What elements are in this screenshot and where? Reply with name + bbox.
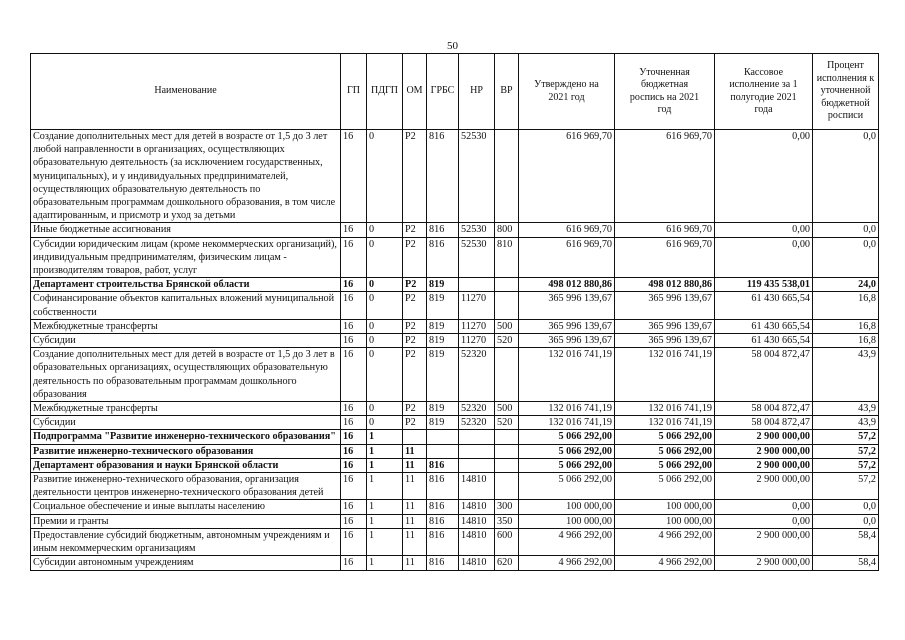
refined-cell: 4 966 292,00 [615, 556, 715, 570]
refined-cell: 4 966 292,00 [615, 528, 715, 555]
nr-cell: 52320 [459, 402, 495, 416]
budget-table [30, 53, 879, 571]
om-cell: 11 [403, 514, 427, 528]
pdgp-cell: 0 [367, 319, 403, 333]
vr-cell: 500 [495, 319, 519, 333]
om-cell: 11 [403, 473, 427, 500]
grbs-cell: 816 [427, 528, 459, 555]
pdgp-cell: 0 [367, 292, 403, 319]
gp-cell: 16 [341, 473, 367, 500]
column-header: Наименование [31, 54, 341, 130]
grbs-cell: 819 [427, 348, 459, 402]
row-name-cell: Межбюджетные трансферты [31, 402, 341, 416]
percent-cell: 43,9 [813, 348, 879, 402]
om-cell: 11 [403, 528, 427, 555]
nr-cell: 52530 [459, 237, 495, 278]
nr-cell: 11270 [459, 319, 495, 333]
cash-cell: 58 004 872,47 [715, 402, 813, 416]
approved-cell: 100 000,00 [519, 514, 615, 528]
table-row [31, 458, 879, 472]
percent-cell: 16,8 [813, 319, 879, 333]
approved-cell: 5 066 292,00 [519, 430, 615, 444]
vr-cell [495, 430, 519, 444]
vr-cell [495, 444, 519, 458]
table-row [31, 514, 879, 528]
table-row [31, 430, 879, 444]
cash-cell: 2 900 000,00 [715, 528, 813, 555]
approved-cell: 132 016 741,19 [519, 348, 615, 402]
vr-cell [495, 130, 519, 223]
nr-cell: 52530 [459, 130, 495, 223]
gp-cell: 16 [341, 223, 367, 237]
table-row [31, 556, 879, 570]
nr-cell: 14810 [459, 473, 495, 500]
vr-cell: 520 [495, 416, 519, 430]
table-row [31, 473, 879, 500]
gp-cell: 16 [341, 458, 367, 472]
om-cell: P2 [403, 237, 427, 278]
om-cell: P2 [403, 223, 427, 237]
grbs-cell: 819 [427, 278, 459, 292]
row-name-cell: Субсидии юридическим лицам (кроме некоммерческих организаций), индивидуальным предпринимателям, физическим лицам - производителям товаров, работ, услуг [31, 237, 341, 278]
approved-cell: 5 066 292,00 [519, 473, 615, 500]
column-header: ГП [341, 54, 367, 130]
gp-cell: 16 [341, 237, 367, 278]
cash-cell: 61 430 665,54 [715, 319, 813, 333]
gp-cell: 16 [341, 278, 367, 292]
row-name-cell: Департамент строительства Брянской области [31, 278, 341, 292]
vr-cell: 620 [495, 556, 519, 570]
pdgp-cell: 0 [367, 130, 403, 223]
table-row [31, 402, 879, 416]
refined-cell: 5 066 292,00 [615, 458, 715, 472]
vr-cell: 300 [495, 500, 519, 514]
approved-cell: 132 016 741,19 [519, 416, 615, 430]
table-row [31, 528, 879, 555]
percent-cell: 0,0 [813, 130, 879, 223]
vr-cell [495, 278, 519, 292]
approved-cell: 498 012 880,86 [519, 278, 615, 292]
gp-cell: 16 [341, 348, 367, 402]
grbs-cell: 816 [427, 514, 459, 528]
grbs-cell: 816 [427, 223, 459, 237]
percent-cell: 0,0 [813, 223, 879, 237]
refined-cell: 132 016 741,19 [615, 416, 715, 430]
nr-cell: 11270 [459, 292, 495, 319]
grbs-cell [427, 444, 459, 458]
column-header: ПДГП [367, 54, 403, 130]
nr-cell: 14810 [459, 528, 495, 555]
row-name-cell: Премии и гранты [31, 514, 341, 528]
approved-cell: 365 996 139,67 [519, 334, 615, 348]
row-name-cell: Департамент образования и науки Брянской области [31, 458, 341, 472]
gp-cell: 16 [341, 416, 367, 430]
percent-cell: 16,8 [813, 334, 879, 348]
nr-cell [459, 458, 495, 472]
table-row [31, 278, 879, 292]
grbs-cell: 819 [427, 319, 459, 333]
cash-cell: 61 430 665,54 [715, 334, 813, 348]
percent-cell: 24,0 [813, 278, 879, 292]
om-cell: P2 [403, 416, 427, 430]
table-row [31, 237, 879, 278]
refined-cell: 616 969,70 [615, 223, 715, 237]
percent-cell: 43,9 [813, 416, 879, 430]
cash-cell: 2 900 000,00 [715, 444, 813, 458]
table-header-row [31, 54, 879, 130]
pdgp-cell: 1 [367, 444, 403, 458]
grbs-cell: 816 [427, 458, 459, 472]
column-header: ВР [495, 54, 519, 130]
cash-cell: 0,00 [715, 223, 813, 237]
page-number: 50 [447, 40, 458, 52]
pdgp-cell: 1 [367, 514, 403, 528]
gp-cell: 16 [341, 130, 367, 223]
refined-cell: 132 016 741,19 [615, 348, 715, 402]
grbs-cell: 819 [427, 292, 459, 319]
row-name-cell: Софинансирование объектов капитальных вложений муниципальной собственности [31, 292, 341, 319]
vr-cell [495, 348, 519, 402]
grbs-cell: 816 [427, 237, 459, 278]
table-row [31, 500, 879, 514]
cash-cell: 58 004 872,47 [715, 348, 813, 402]
gp-cell: 16 [341, 556, 367, 570]
approved-cell: 616 969,70 [519, 237, 615, 278]
nr-cell [459, 444, 495, 458]
approved-cell: 4 966 292,00 [519, 556, 615, 570]
vr-cell: 520 [495, 334, 519, 348]
approved-cell: 100 000,00 [519, 500, 615, 514]
nr-cell: 52320 [459, 416, 495, 430]
gp-cell: 16 [341, 528, 367, 555]
column-header: Процент исполнения к уточненной бюджетной росписи [813, 54, 879, 130]
percent-cell: 57,2 [813, 458, 879, 472]
percent-cell: 0,0 [813, 500, 879, 514]
gp-cell: 16 [341, 500, 367, 514]
table-row [31, 348, 879, 402]
cash-cell: 0,00 [715, 500, 813, 514]
approved-cell: 365 996 139,67 [519, 292, 615, 319]
om-cell: P2 [403, 130, 427, 223]
approved-cell: 365 996 139,67 [519, 319, 615, 333]
row-name-cell: Социальное обеспечение и иные выплаты населению [31, 500, 341, 514]
om-cell: P2 [403, 348, 427, 402]
nr-cell: 14810 [459, 556, 495, 570]
percent-cell: 0,0 [813, 237, 879, 278]
percent-cell: 57,2 [813, 444, 879, 458]
pdgp-cell: 1 [367, 528, 403, 555]
cash-cell: 61 430 665,54 [715, 292, 813, 319]
om-cell: P2 [403, 292, 427, 319]
vr-cell: 810 [495, 237, 519, 278]
table-row [31, 319, 879, 333]
pdgp-cell: 0 [367, 278, 403, 292]
om-cell: 11 [403, 500, 427, 514]
row-name-cell: Создание дополнительных мест для детей в возрасте от 1,5 до 3 лет в образовательных организациях, осуществляющих образовательную деятельность по образовательным программам дошкольного образования [31, 348, 341, 402]
vr-cell: 500 [495, 402, 519, 416]
cash-cell: 0,00 [715, 514, 813, 528]
vr-cell: 600 [495, 528, 519, 555]
pdgp-cell: 1 [367, 556, 403, 570]
grbs-cell: 819 [427, 402, 459, 416]
refined-cell: 100 000,00 [615, 514, 715, 528]
pdgp-cell: 1 [367, 430, 403, 444]
pdgp-cell: 1 [367, 500, 403, 514]
cash-cell: 2 900 000,00 [715, 556, 813, 570]
cash-cell: 0,00 [715, 130, 813, 223]
column-header: Кассовое исполнение за 1 полугодие 2021 года [715, 54, 813, 130]
om-cell: 11 [403, 556, 427, 570]
cash-cell: 58 004 872,47 [715, 416, 813, 430]
nr-cell: 14810 [459, 500, 495, 514]
cash-cell: 2 900 000,00 [715, 430, 813, 444]
table-row [31, 334, 879, 348]
refined-cell: 5 066 292,00 [615, 430, 715, 444]
grbs-cell: 816 [427, 130, 459, 223]
row-name-cell: Субсидии [31, 334, 341, 348]
vr-cell: 350 [495, 514, 519, 528]
om-cell: 11 [403, 444, 427, 458]
grbs-cell: 816 [427, 473, 459, 500]
column-header: НР [459, 54, 495, 130]
nr-cell [459, 430, 495, 444]
percent-cell: 58,4 [813, 556, 879, 570]
gp-cell: 16 [341, 319, 367, 333]
refined-cell: 365 996 139,67 [615, 334, 715, 348]
pdgp-cell: 0 [367, 402, 403, 416]
refined-cell: 498 012 880,86 [615, 278, 715, 292]
pdgp-cell: 1 [367, 473, 403, 500]
row-name-cell: Предоставление субсидий бюджетным, автономным учреждениям и иным некоммерческим организациям [31, 528, 341, 555]
row-name-cell: Подпрограмма "Развитие инженерно-технического образования" [31, 430, 341, 444]
pdgp-cell: 1 [367, 458, 403, 472]
nr-cell: 52530 [459, 223, 495, 237]
grbs-cell [427, 430, 459, 444]
refined-cell: 5 066 292,00 [615, 473, 715, 500]
om-cell: P2 [403, 278, 427, 292]
gp-cell: 16 [341, 334, 367, 348]
pdgp-cell: 0 [367, 416, 403, 430]
percent-cell: 58,4 [813, 528, 879, 555]
refined-cell: 616 969,70 [615, 237, 715, 278]
approved-cell: 132 016 741,19 [519, 402, 615, 416]
grbs-cell: 819 [427, 416, 459, 430]
grbs-cell: 819 [427, 334, 459, 348]
refined-cell: 365 996 139,67 [615, 292, 715, 319]
row-name-cell: Межбюджетные трансферты [31, 319, 341, 333]
om-cell: P2 [403, 319, 427, 333]
refined-cell: 616 969,70 [615, 130, 715, 223]
vr-cell [495, 473, 519, 500]
approved-cell: 616 969,70 [519, 223, 615, 237]
gp-cell: 16 [341, 402, 367, 416]
pdgp-cell: 0 [367, 348, 403, 402]
row-name-cell: Иные бюджетные ассигнования [31, 223, 341, 237]
table-row [31, 223, 879, 237]
row-name-cell: Субсидии [31, 416, 341, 430]
table-row [31, 444, 879, 458]
cash-cell: 0,00 [715, 237, 813, 278]
om-cell: P2 [403, 334, 427, 348]
row-name-cell: Создание дополнительных мест для детей в возрасте от 1,5 до 3 лет любой направленности в организациях, осуществляющих образовательную деятельность (за исключением государственных, муниципальных), и у индивидуальных предпринимателей, осуществляющих образовательную деятельность по образовательным программам дошкольного образования, в том числе адаптированным, и присмотр и уход за детьми [31, 130, 341, 223]
refined-cell: 5 066 292,00 [615, 444, 715, 458]
pdgp-cell: 0 [367, 334, 403, 348]
gp-cell: 16 [341, 292, 367, 319]
grbs-cell: 816 [427, 556, 459, 570]
vr-cell: 800 [495, 223, 519, 237]
table-row [31, 416, 879, 430]
percent-cell: 57,2 [813, 430, 879, 444]
percent-cell: 57,2 [813, 473, 879, 500]
om-cell: 11 [403, 458, 427, 472]
vr-cell [495, 458, 519, 472]
refined-cell: 132 016 741,19 [615, 402, 715, 416]
row-name-cell: Развитие инженерно-технического образования, организация деятельности центров инженерно-технического образования детей [31, 473, 341, 500]
cash-cell: 2 900 000,00 [715, 458, 813, 472]
approved-cell: 4 966 292,00 [519, 528, 615, 555]
refined-cell: 100 000,00 [615, 500, 715, 514]
table-row [31, 292, 879, 319]
gp-cell: 16 [341, 514, 367, 528]
om-cell [403, 430, 427, 444]
nr-cell: 14810 [459, 514, 495, 528]
column-header: Утверждено на 2021 год [519, 54, 615, 130]
nr-cell [459, 278, 495, 292]
cash-cell: 119 435 538,01 [715, 278, 813, 292]
row-name-cell: Развитие инженерно-технического образования [31, 444, 341, 458]
nr-cell: 52320 [459, 348, 495, 402]
approved-cell: 5 066 292,00 [519, 444, 615, 458]
approved-cell: 616 969,70 [519, 130, 615, 223]
row-name-cell: Субсидии автономным учреждениям [31, 556, 341, 570]
nr-cell: 11270 [459, 334, 495, 348]
om-cell: P2 [403, 402, 427, 416]
pdgp-cell: 0 [367, 237, 403, 278]
percent-cell: 43,9 [813, 402, 879, 416]
column-header: Уточненная бюджетная роспись на 2021 год [615, 54, 715, 130]
pdgp-cell: 0 [367, 223, 403, 237]
grbs-cell: 816 [427, 500, 459, 514]
approved-cell: 5 066 292,00 [519, 458, 615, 472]
column-header: ОМ [403, 54, 427, 130]
column-header: ГРБС [427, 54, 459, 130]
cash-cell: 2 900 000,00 [715, 473, 813, 500]
refined-cell: 365 996 139,67 [615, 319, 715, 333]
percent-cell: 0,0 [813, 514, 879, 528]
vr-cell [495, 292, 519, 319]
gp-cell: 16 [341, 444, 367, 458]
table-row [31, 130, 879, 223]
percent-cell: 16,8 [813, 292, 879, 319]
gp-cell: 16 [341, 430, 367, 444]
